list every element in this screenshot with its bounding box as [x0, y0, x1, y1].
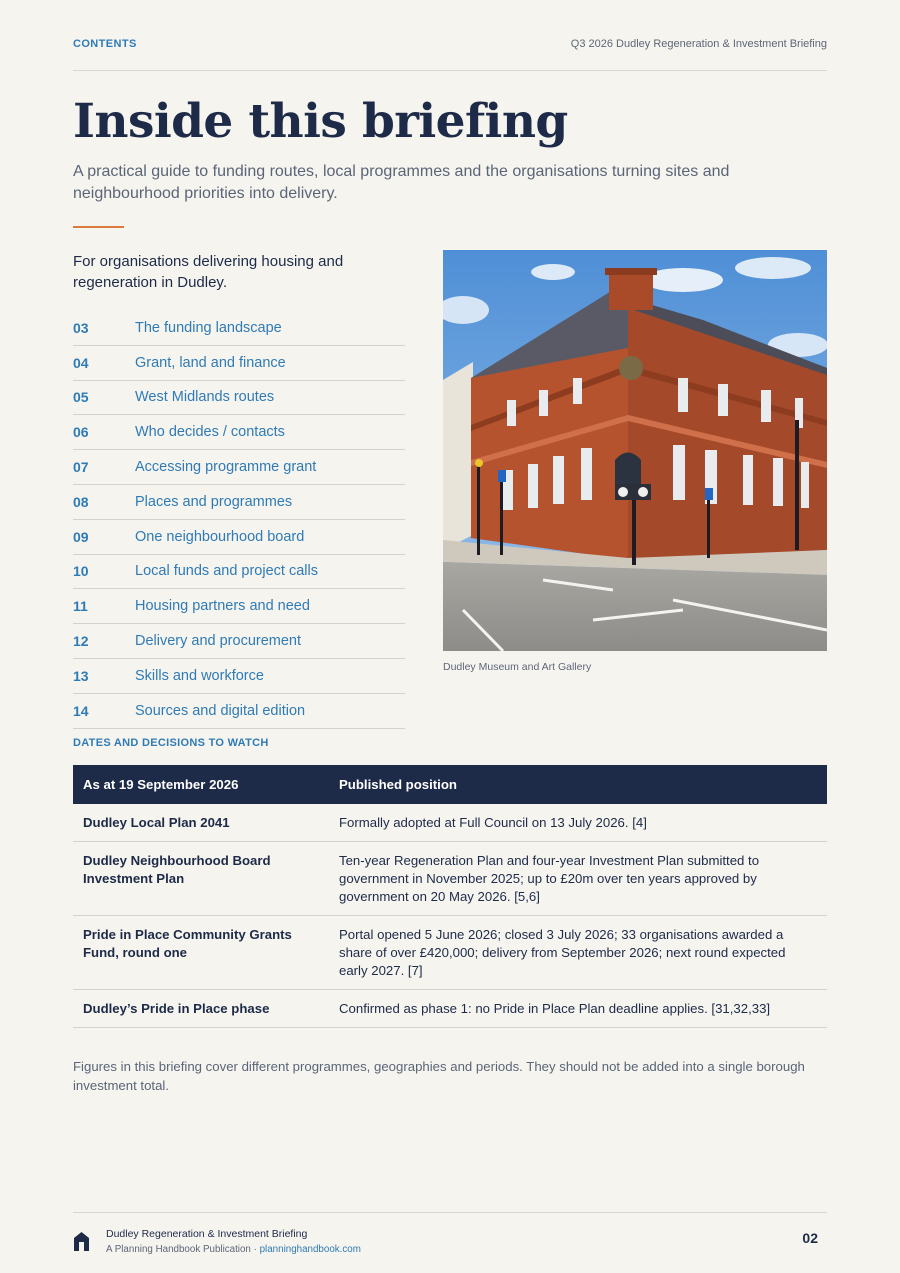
toc-page-number: 03: [73, 319, 89, 336]
page: [73, 0, 827, 1273]
toc-label: Places and programmes: [135, 493, 293, 510]
toc-page-number: 09: [73, 528, 89, 545]
toc-label: One neighbourhood board: [135, 528, 305, 545]
running-title: Q3 2026 Dudley Regeneration & Investment Briefing: [570, 38, 827, 50]
row-item: Dudley Neighbourhood Board Investment Plan: [73, 842, 329, 916]
toc-page-number: 11: [73, 598, 88, 615]
toc-label: Who decides / contacts: [135, 424, 285, 441]
table-row: [73, 990, 827, 1028]
row-position: Ten-year Regeneration Plan and four-year Investment Plan submitted to government in November 2025; up to £20m over ten years approved by government on 20 May 2026. [5,6]: [329, 842, 827, 916]
footer-publisher: [106, 1242, 361, 1258]
toc-label: Local funds and project calls: [135, 563, 318, 580]
footer-publisher-text: A Planning Handbook Publication ·: [106, 1244, 260, 1255]
intro-text: For organisations delivering housing and regeneration in Dudley.: [73, 253, 344, 291]
toc-label: Housing partners and need: [135, 598, 310, 615]
toc-item[interactable]: [73, 485, 405, 520]
column-header-position: Published position: [329, 765, 827, 804]
toc-page-number: 08: [73, 493, 89, 510]
toc-item[interactable]: [73, 659, 405, 694]
toc-item[interactable]: [73, 520, 405, 555]
toc-item[interactable]: [73, 555, 405, 590]
photo-caption: Dudley Museum and Art Gallery: [443, 661, 592, 673]
table-row: [73, 842, 827, 916]
table-row: [73, 804, 827, 842]
toc-label: West Midlands routes: [135, 389, 275, 406]
publisher-logo-icon: [73, 1231, 90, 1251]
toc-item[interactable]: [73, 694, 405, 729]
column-header-date: As at 19 September 2026: [73, 765, 329, 804]
toc-label: The funding landscape: [135, 319, 282, 336]
page-number: 02: [802, 1230, 818, 1246]
toc-label: Delivery and procurement: [135, 633, 302, 650]
toc-page-number: 07: [73, 459, 89, 476]
page-title: Inside this briefing: [73, 94, 568, 149]
row-position: Confirmed as phase 1: no Pride in Place Plan deadline applies. [31,32,33]: [329, 990, 827, 1028]
footer-title: Dudley Regeneration & Investment Briefing: [106, 1228, 308, 1240]
table-of-contents: [73, 311, 405, 729]
museum-illustration: [443, 250, 827, 651]
toc-label: Sources and digital edition: [135, 702, 306, 719]
toc-page-number: 13: [73, 667, 89, 684]
toc-item[interactable]: [73, 311, 405, 346]
toc-item[interactable]: [73, 415, 405, 450]
footer: [106, 1227, 361, 1258]
figures-note: Figures in this briefing cover different programmes, geographies and periods. They should not be added into a single borough investment total.: [73, 1059, 805, 1093]
toc-item[interactable]: [73, 589, 405, 624]
museum-photo: [443, 250, 827, 651]
dates-section-label: DATES AND DECISIONS TO WATCH: [73, 737, 269, 749]
toc-page-number: 04: [73, 354, 89, 371]
footer-divider: [73, 1212, 827, 1213]
dates-table: [73, 765, 827, 1028]
toc-page-number: 10: [73, 563, 89, 580]
table-header-row: [73, 765, 827, 804]
section-label: CONTENTS: [73, 38, 137, 50]
toc-page-number: 12: [73, 633, 89, 650]
toc-item[interactable]: [73, 450, 405, 485]
toc-item[interactable]: [73, 624, 405, 659]
toc-label: Skills and workforce: [135, 667, 264, 684]
row-position: Formally adopted at Full Council on 13 July 2026. [4]: [329, 804, 827, 842]
page-subtitle: A practical guide to funding routes, local programmes and the organisations turning sites and neighbourhood priorities into delivery.: [73, 163, 730, 202]
toc-item[interactable]: [73, 346, 405, 381]
toc-page-number: 06: [73, 424, 89, 441]
row-item: Dudley Local Plan 2041: [73, 804, 329, 842]
row-position: Portal opened 5 June 2026; closed 3 July 2026; 33 organisations awarded a share of over £420,000; delivery from September 2026; next round expected early 2027. [7]: [329, 916, 827, 990]
accent-divider: [73, 226, 124, 228]
toc-item[interactable]: [73, 381, 405, 416]
header-divider: [73, 70, 827, 71]
toc-label: Grant, land and finance: [135, 354, 286, 371]
publisher-link[interactable]: planninghandbook.com: [259, 1244, 361, 1255]
toc-page-number: 14: [73, 702, 89, 719]
table-row: [73, 916, 827, 990]
row-item: Dudley’s Pride in Place phase: [73, 990, 329, 1028]
toc-label: Accessing programme grant: [135, 459, 317, 476]
page-header: [73, 38, 827, 50]
toc-page-number: 05: [73, 389, 89, 406]
row-item: Pride in Place Community Grants Fund, round one: [73, 916, 329, 990]
